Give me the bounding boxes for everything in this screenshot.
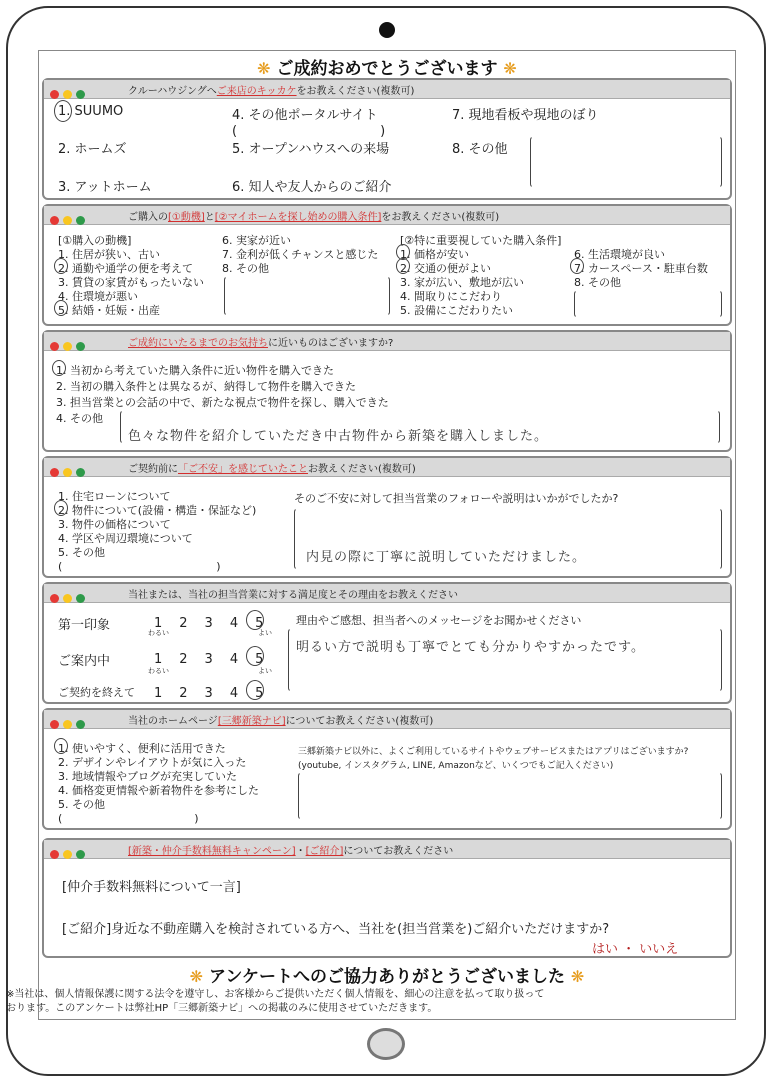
option[interactable]: 1. 使いやすく、便利に活用できた xyxy=(58,742,226,755)
option[interactable]: 2. ホームズ xyxy=(58,142,127,157)
red-dot-icon xyxy=(50,216,59,225)
option[interactable]: 3. アットホーム xyxy=(58,180,152,195)
option[interactable]: 7. 金利が低くチャンスと感じた xyxy=(222,248,379,261)
question-hint: (youtube, インスタグラム, LINE, Amazonなど、いくつでもご記入ください) xyxy=(298,761,614,771)
other-input-bracket[interactable] xyxy=(224,276,390,316)
option[interactable]: 6. 知人や友人からのご紹介 xyxy=(232,180,392,195)
option-paren: ( ) xyxy=(232,124,386,139)
yellow-dot-icon xyxy=(63,342,72,351)
red-dot-icon xyxy=(50,850,59,859)
section-bar xyxy=(44,80,730,99)
header-title-text: ご成約おめでとうございます xyxy=(276,59,498,79)
other-input-bracket[interactable] xyxy=(574,290,722,318)
selection-circle xyxy=(54,258,68,274)
rating-scale[interactable]: 1 2 3 4 5 xyxy=(154,652,266,667)
option[interactable]: 3. 賃貸の家賃がもったいない xyxy=(58,276,204,289)
rating-scale[interactable]: 1 2 3 4 5 xyxy=(154,616,266,631)
section-bar xyxy=(44,710,730,729)
option[interactable]: 3. 担当営業との会話の中で、新たな視点で物件を探し、購入できた xyxy=(56,396,389,409)
option[interactable]: 4. 学区や周辺環境について xyxy=(58,532,193,545)
section-visit-trigger xyxy=(42,78,732,200)
header-title xyxy=(0,54,774,79)
green-dot-icon xyxy=(76,468,85,477)
section-concerns xyxy=(42,456,732,578)
option[interactable]: 5. その他 xyxy=(58,546,105,559)
section-purchase-motive xyxy=(42,204,732,326)
option[interactable]: 6. 実家が近い xyxy=(222,234,291,247)
red-dot-icon xyxy=(50,342,59,351)
closing-title xyxy=(0,962,774,987)
privacy-line-2: おります。このアンケートは弊社HP「三郷新築ナビ」への掲載のみに使用させていただきます。 xyxy=(6,1003,438,1014)
rating-label: 第一印象 xyxy=(58,618,111,633)
red-dot-icon xyxy=(50,90,59,99)
question-text: 理由やご感想、担当者へのメッセージをお聞かせください xyxy=(296,614,582,627)
handwritten-answer: 内見の際に丁寧に説明していただけました。 xyxy=(306,550,587,565)
option-paren: ( ) xyxy=(58,812,199,825)
answer-bracket[interactable] xyxy=(298,772,722,820)
selection-circle xyxy=(54,500,68,516)
privacy-line-1: ※当社は、個人情報保護に関する法令を遵守し、お客様からご提供いただく個人情報を、細心の注意を払って取り扱って xyxy=(6,989,545,1000)
option[interactable]: 1. 価格が安い xyxy=(400,248,469,261)
option[interactable]: 4. 間取りにこだわり xyxy=(400,290,502,303)
option[interactable]: 2. 物件について(設備・構造・保証など) xyxy=(58,504,257,517)
section-bar xyxy=(44,458,730,477)
green-dot-icon xyxy=(76,216,85,225)
option[interactable]: 6. 生活環境が良い xyxy=(574,248,665,261)
scale-bad: わるい xyxy=(148,667,169,675)
option[interactable]: 3. 家が広い、敷地が広い xyxy=(400,276,524,289)
section-bar xyxy=(44,840,730,859)
section-title: 当社または、当社の担当営業に対する満足度とその理由をお教えください xyxy=(128,590,458,601)
privacy-notice xyxy=(6,988,768,1016)
flower-icon: ❋ xyxy=(570,967,585,986)
selection-circle xyxy=(570,258,584,274)
flower-icon: ❋ xyxy=(503,59,517,78)
selection-circle xyxy=(52,360,66,376)
option[interactable]: 5. 結婚・妊娠・出産 xyxy=(58,304,160,317)
section-feelings xyxy=(42,330,732,452)
option[interactable]: 2. 交通の便がよい xyxy=(400,262,491,275)
camera-icon xyxy=(379,22,395,38)
question-text: [仲介手数料無料について一言] xyxy=(62,880,241,895)
closing-title-text: アンケートへのご協力ありがとうございました xyxy=(209,967,565,987)
green-dot-icon xyxy=(76,594,85,603)
option[interactable]: 2. デザインやレイアウトが気に入った xyxy=(58,756,247,769)
yellow-dot-icon xyxy=(63,594,72,603)
option[interactable]: 1. 当初から考えていた購入条件に近い物件を購入できた xyxy=(56,364,334,377)
section-satisfaction xyxy=(42,582,732,704)
option[interactable]: 7. カースペース・駐車台数 xyxy=(574,262,708,275)
green-dot-icon xyxy=(76,342,85,351)
handwritten-answer: 明るい方で説明も丁寧でとても分かりやすかったです。 xyxy=(296,640,645,655)
selection-circle xyxy=(396,258,410,274)
yellow-dot-icon xyxy=(63,216,72,225)
scale-good: よい xyxy=(258,629,272,637)
selection-circle xyxy=(54,300,68,316)
section-campaign xyxy=(42,838,732,958)
section-title: ご契約前に「ご不安」を感じていたことお教えください(複数可) xyxy=(128,464,416,475)
scale-bad: わるい xyxy=(148,629,169,637)
option[interactable]: 2. 通勤や通学の便を考えて xyxy=(58,262,193,275)
yellow-dot-icon xyxy=(63,850,72,859)
column-heading: [①購入の動機] xyxy=(58,234,132,247)
section-title: ご成約にいたるまでのお気持ちに近いものはございますか? xyxy=(128,338,394,349)
section-homepage xyxy=(42,708,732,830)
handwritten-answer: 色々な物件を紹介していただき中古物件から新築を購入しました。 xyxy=(128,429,549,444)
option[interactable]: 4. 住環境が悪い xyxy=(58,290,138,303)
selection-circle xyxy=(54,738,68,754)
column-heading: [②特に重要視していた購入条件] xyxy=(400,234,562,247)
section-title: ご購入の[①動機]と[②マイホームを探し始めの購入条件]をお教えください(複数可) xyxy=(128,212,500,223)
option[interactable]: 1. 住宅ローンについて xyxy=(58,490,171,503)
option[interactable]: 1. SUUMO xyxy=(58,104,124,119)
option[interactable]: 4. その他 xyxy=(56,412,103,425)
yellow-dot-icon xyxy=(63,90,72,99)
section-title: クルーハウジングへご来店のキッカケをお教えください(複数可) xyxy=(128,86,415,97)
option[interactable]: 8. その他 xyxy=(452,142,508,157)
option[interactable]: 1. 住居が狭い、古い xyxy=(58,248,160,261)
flower-icon: ❋ xyxy=(257,59,271,78)
flower-icon: ❋ xyxy=(189,967,204,986)
red-dot-icon xyxy=(50,594,59,603)
option[interactable]: 4. その他ポータルサイト xyxy=(232,108,378,123)
answer-choice[interactable]: はい ・ いいえ xyxy=(592,942,679,957)
green-dot-icon xyxy=(76,90,85,99)
selection-circle xyxy=(54,100,72,122)
option[interactable]: 7. 現地看板や現地のぼり xyxy=(452,108,599,123)
option[interactable]: 5. その他 xyxy=(58,798,105,811)
rating-label: ご契約を終えて xyxy=(58,686,135,699)
home-button[interactable] xyxy=(367,1028,405,1060)
question-text: そのご不安に対して担当営業のフォローや説明はいかがでしたか? xyxy=(294,492,619,505)
question-text: 三郷新築ナビ以外に、よくご利用しているサイトやウェブサービスまたはアプリはございますか? xyxy=(298,747,689,757)
section-title: 当社のホームページ[三郷新築ナビ]についてお教えください(複数可) xyxy=(128,716,434,727)
option[interactable]: 3. 地域情報やブログが充実していた xyxy=(58,770,237,783)
other-input-bracket[interactable] xyxy=(530,136,722,188)
section-bar xyxy=(44,584,730,603)
scale-good: よい xyxy=(258,667,272,675)
section-title: [新築・仲介手数料無料キャンペーン]・[ご紹介]についてお教えください xyxy=(128,846,454,857)
section-bar xyxy=(44,206,730,225)
red-dot-icon xyxy=(50,468,59,477)
option[interactable]: 3. 物件の価格について xyxy=(58,518,171,531)
green-dot-icon xyxy=(76,850,85,859)
option[interactable]: 5. 設備にこだわりたい xyxy=(400,304,513,317)
section-bar xyxy=(44,332,730,351)
question-text: [ご紹介]身近な不動産購入を検討されている方へ、当社を(担当営業を)ご紹介いただけますか? xyxy=(62,922,610,937)
option[interactable]: 2. 当初の購入条件とは異なるが、納得して物件を購入できた xyxy=(56,380,356,393)
option[interactable]: 4. 価格変更情報や新着物件を参考にした xyxy=(58,784,259,797)
red-dot-icon xyxy=(50,720,59,729)
selection-circle xyxy=(246,646,264,666)
option-paren: ( ) xyxy=(58,560,221,573)
rating-scale[interactable]: 1 2 3 4 5 xyxy=(154,686,266,701)
rating-label: ご案内中 xyxy=(58,654,111,669)
yellow-dot-icon xyxy=(63,720,72,729)
selection-circle xyxy=(246,610,264,630)
yellow-dot-icon xyxy=(63,468,72,477)
option[interactable]: 5. オープンハウスへの来場 xyxy=(232,142,390,157)
selection-circle xyxy=(246,680,264,700)
option[interactable]: 8. その他 xyxy=(222,262,269,275)
green-dot-icon xyxy=(76,720,85,729)
option[interactable]: 8. その他 xyxy=(574,276,621,289)
